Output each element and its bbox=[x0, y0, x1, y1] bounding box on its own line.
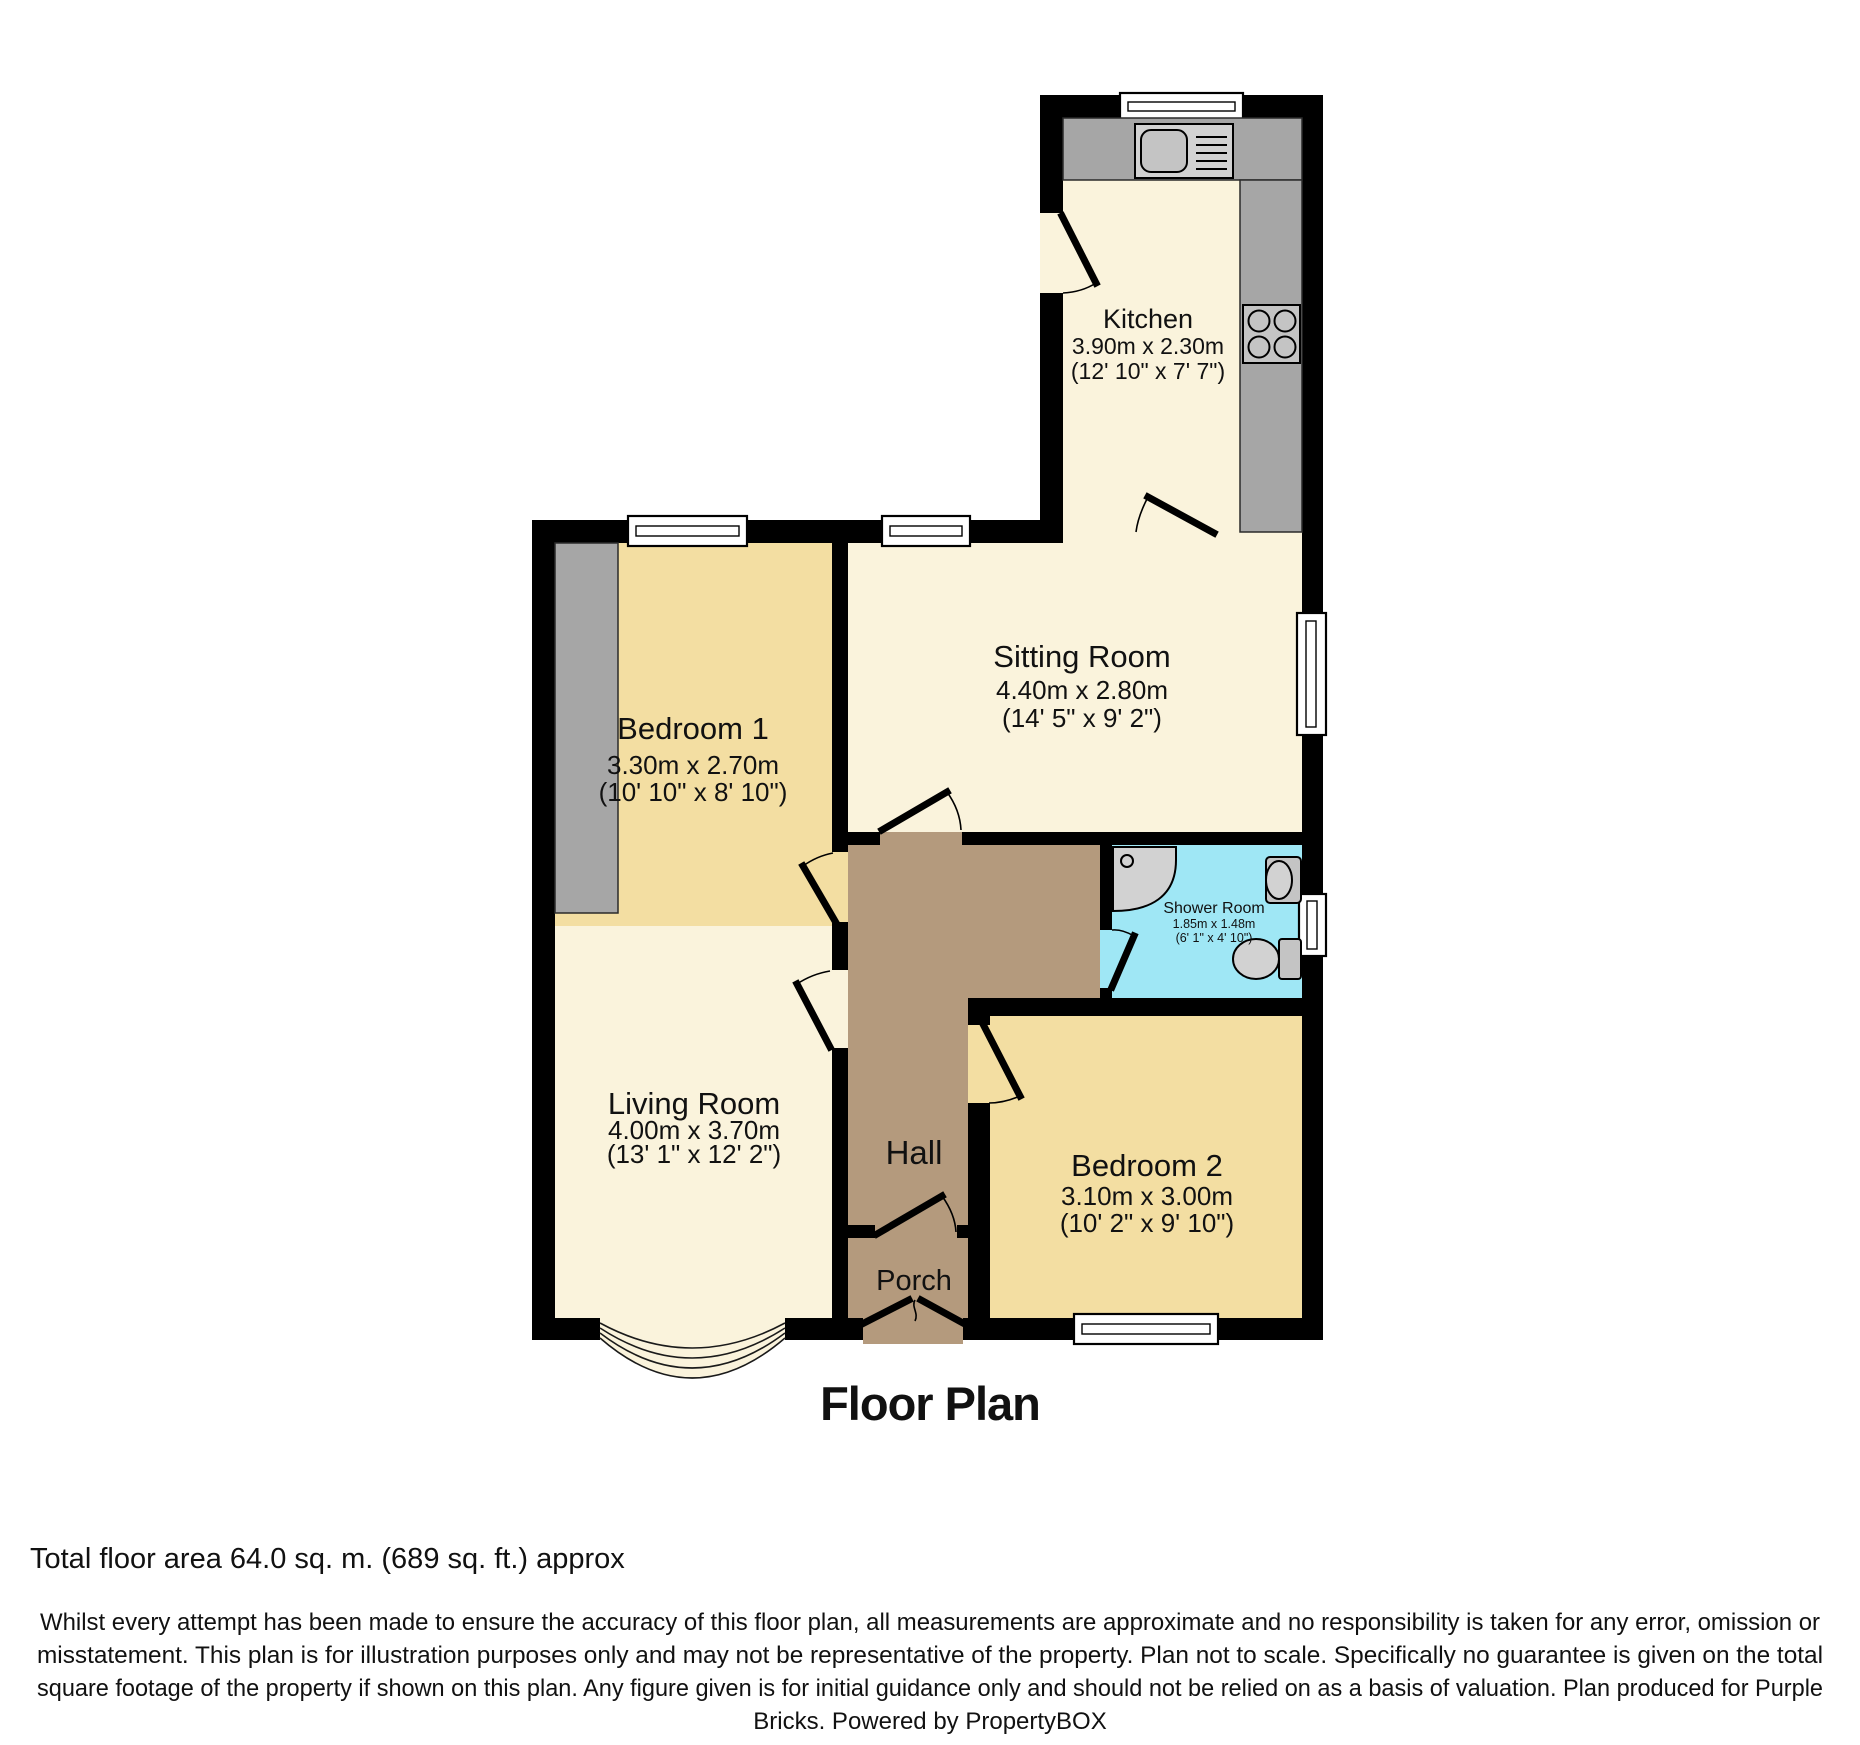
hall-sitting-wall-right bbox=[962, 832, 1112, 845]
kitchen-west-wall-lower bbox=[1040, 293, 1063, 543]
wash-basin bbox=[1266, 857, 1301, 903]
page-title: Floor Plan bbox=[820, 1377, 1040, 1430]
sitting-hall-door-gap bbox=[880, 832, 962, 845]
kitchen-side-door-gap bbox=[1040, 213, 1063, 293]
shower-room-label: Shower Room bbox=[1163, 900, 1265, 917]
porch-label: Porch bbox=[876, 1265, 952, 1297]
sitting-room-imperial: (14' 5" x 9' 2") bbox=[1002, 703, 1162, 733]
bedroom2-label: Bedroom 2 bbox=[1071, 1148, 1223, 1183]
bedroom1-label: Bedroom 1 bbox=[617, 711, 769, 746]
hall-porch-wall-left bbox=[848, 1225, 875, 1238]
kitchen-label: Kitchen bbox=[1102, 304, 1194, 334]
hall-porch-wall-right bbox=[957, 1225, 968, 1238]
shower-room-window bbox=[1299, 894, 1326, 956]
main-north-wall bbox=[532, 520, 1063, 543]
kitchen-west-wall-upper bbox=[1040, 95, 1063, 213]
bedroom2-window bbox=[1074, 1314, 1218, 1344]
porch-threshold bbox=[863, 1318, 963, 1344]
shower-north-wall bbox=[1112, 832, 1302, 845]
south-wall-center-segment bbox=[785, 1318, 863, 1340]
shower-bedroom2-wall bbox=[968, 998, 1302, 1016]
disclaimer-line-2: misstatement. This plan is for illustration purposes only and may not be representative of the property. Plan not to scale. Specifically no guarantee is given on the total bbox=[37, 1642, 1823, 1669]
bay-window bbox=[600, 1318, 785, 1378]
bedroom1-window bbox=[628, 516, 747, 546]
living-room-door-gap bbox=[832, 970, 848, 1048]
bedroom1-metric: 3.30m x 2.70m bbox=[607, 750, 779, 780]
shower-door-gap bbox=[1100, 930, 1112, 988]
sitting-room-metric: 4.40m x 2.80m bbox=[996, 675, 1168, 705]
living-room-metric: 4.00m x 3.70m bbox=[608, 1115, 780, 1145]
bedroom1-door-gap bbox=[832, 852, 848, 922]
bedroom2-west-wall-lower bbox=[968, 1103, 990, 1318]
bedroom2-imperial: (10' 2" x 9' 10") bbox=[1059, 1208, 1235, 1238]
shower-room-metric: 1.85m x 1.48m bbox=[1172, 917, 1256, 931]
mid-wall-upper bbox=[832, 543, 848, 852]
south-wall-west-segment bbox=[532, 1318, 600, 1340]
shower-room-imperial: (6' 1" x 4' 10") bbox=[1175, 931, 1253, 945]
living-room-imperial: (13' 1" x 12' 2") bbox=[606, 1139, 782, 1169]
bedroom1-imperial: (10' 10" x 8' 10") bbox=[598, 777, 788, 807]
kitchen-window bbox=[1120, 93, 1243, 120]
kitchen-imperial: (12' 10" x 7' 7") bbox=[1070, 358, 1226, 384]
disclaimer-line-3: square footage of the property if shown on this plan. Any figure given is for initial guidance only and should not be relied on as a basis of valuation. Plan produced for Purple bbox=[37, 1675, 1823, 1702]
disclaimer-line-1: Whilst every attempt has been made to ensure the accuracy of this floor plan, all measurements are approximate and no responsibility is taken for any error, omission or bbox=[40, 1609, 1821, 1636]
kitchen-sink bbox=[1135, 124, 1233, 178]
sitting-room-label: Sitting Room bbox=[993, 639, 1171, 674]
hall-sitting-wall-left bbox=[848, 832, 880, 845]
east-wall-mid bbox=[1302, 735, 1323, 894]
wardrobe bbox=[555, 543, 618, 913]
mid-wall-center bbox=[832, 922, 848, 970]
kitchen-hob bbox=[1243, 305, 1300, 363]
sitting-room-north-window bbox=[882, 516, 970, 546]
mid-wall-lower bbox=[832, 1048, 848, 1340]
kitchen-metric: 3.90m x 2.30m bbox=[1071, 333, 1225, 359]
west-wall bbox=[532, 520, 555, 1340]
captions bbox=[30, 1377, 1823, 1735]
shower-west-wall-upper bbox=[1100, 845, 1112, 930]
east-wall-upper bbox=[1302, 95, 1323, 613]
sitting-room-east-window bbox=[1297, 613, 1326, 735]
total-floor-area: Total floor area 64.0 sq. m. (689 sq. ft.) approx bbox=[30, 1543, 625, 1575]
east-wall-lower bbox=[1302, 955, 1323, 1340]
living-room-label: Living Room bbox=[607, 1086, 781, 1121]
hall-label: Hall bbox=[885, 1134, 943, 1171]
bedroom2-metric: 3.10m x 3.00m bbox=[1061, 1181, 1233, 1211]
toilet bbox=[1233, 939, 1301, 979]
disclaimer-line-4: Bricks. Powered by PropertyBOX bbox=[753, 1708, 1107, 1735]
